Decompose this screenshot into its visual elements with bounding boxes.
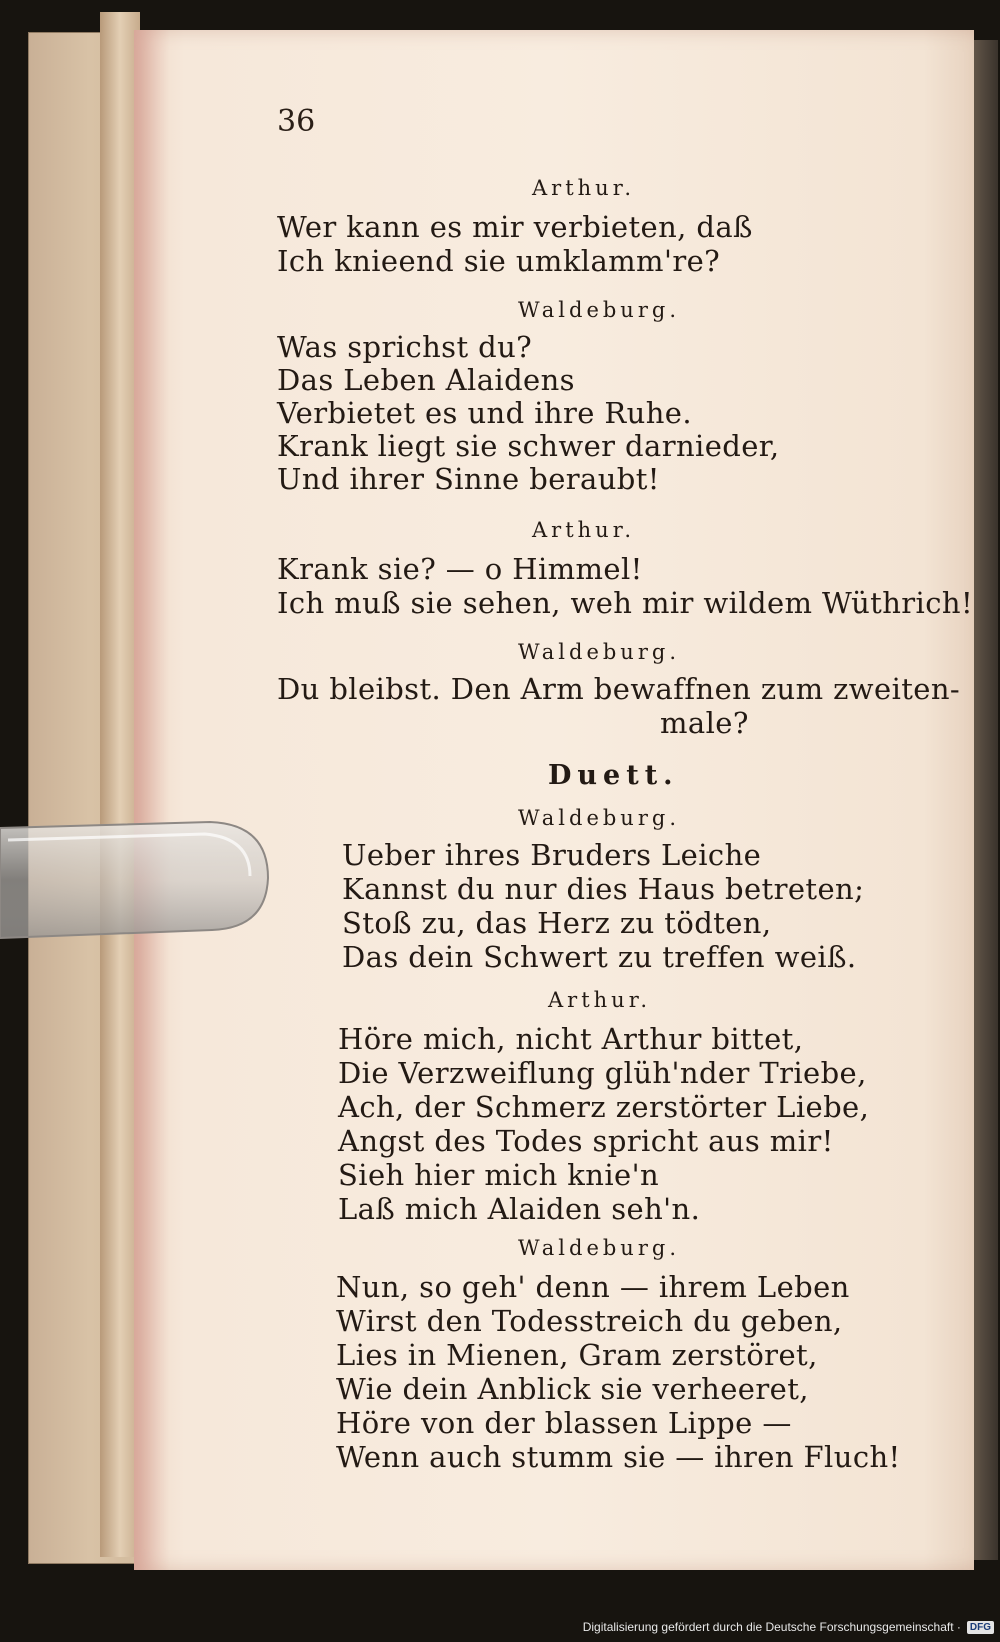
verse-line: Ich knieend sie umklamm're? (277, 244, 721, 278)
verse-line: Nun, so geh' denn — ihrem Leben (336, 1270, 850, 1304)
verse-line: Ach, der Schmerz zerstörter Liebe, (338, 1090, 870, 1124)
footer-text: Digitalisierung gefördert durch die Deutsche Forschungsgemeinschaft · (582, 1620, 961, 1634)
verse-line: Was sprichst du? (277, 330, 533, 364)
speaker-name: Arthur. (548, 988, 652, 1012)
verse-line: Kannst du nur dies Haus betreten; (342, 872, 865, 906)
verse-line: Laß mich Alaiden seh'n. (338, 1192, 701, 1226)
speaker-name: Waldeburg. (518, 298, 680, 322)
verse-line: Wer kann es mir verbieten, daß (277, 210, 753, 244)
speaker-name: Arthur. (532, 176, 636, 200)
verse-line: Angst des Todes spricht aus mir! (338, 1124, 834, 1158)
dfg-logo: DFG (967, 1621, 994, 1634)
verse-line: Krank liegt sie schwer darnieder, (277, 429, 780, 463)
speaker-name: Waldeburg. (518, 1236, 680, 1260)
footer-credit (583, 1616, 994, 1638)
verse-line: Du bleibst. Den Arm bewaffnen zum zweiten- (277, 672, 961, 706)
verse-line: Und ihrer Sinne beraubt! (277, 462, 660, 496)
verse-line: Sieh hier mich knie'n (338, 1158, 660, 1192)
verse-line: Wie dein Anblick sie verheeret, (336, 1372, 809, 1406)
verse-line: Lies in Mienen, Gram zerstöret, (336, 1338, 818, 1372)
page-number: 36 (277, 104, 316, 139)
verse-line: Wenn auch stumm sie — ihren Fluch! (336, 1440, 901, 1474)
speaker-name: Waldeburg. (518, 640, 680, 664)
section-heading: Duett. (548, 760, 679, 791)
speaker-name: Waldeburg. (518, 806, 680, 830)
verse-line: Höre mich, nicht Arthur bittet, (338, 1022, 804, 1056)
verse-line: male? (660, 706, 749, 740)
verse-line: Stoß zu, das Herz zu tödten, (342, 906, 772, 940)
verse-line: Krank sie? — o Himmel! (277, 552, 643, 586)
verse-line: Ich muß sie sehen, weh mir wildem Wüthrich! (277, 586, 973, 620)
verse-line: Höre von der blassen Lippe — (336, 1406, 792, 1440)
verse-line: Die Verzweiflung glüh'nder Triebe, (338, 1056, 867, 1090)
verse-line: Das dein Schwert zu treffen weiß. (342, 940, 857, 974)
verse-line: Verbietet es und ihre Ruhe. (277, 396, 692, 430)
page-holder-clip-icon (0, 820, 272, 940)
verse-line: Das Leben Alaidens (277, 363, 575, 397)
verse-line: Ueber ihres Bruders Leiche (342, 838, 762, 872)
speaker-name: Arthur. (532, 518, 636, 542)
verse-line: Wirst den Todesstreich du geben, (336, 1304, 843, 1338)
